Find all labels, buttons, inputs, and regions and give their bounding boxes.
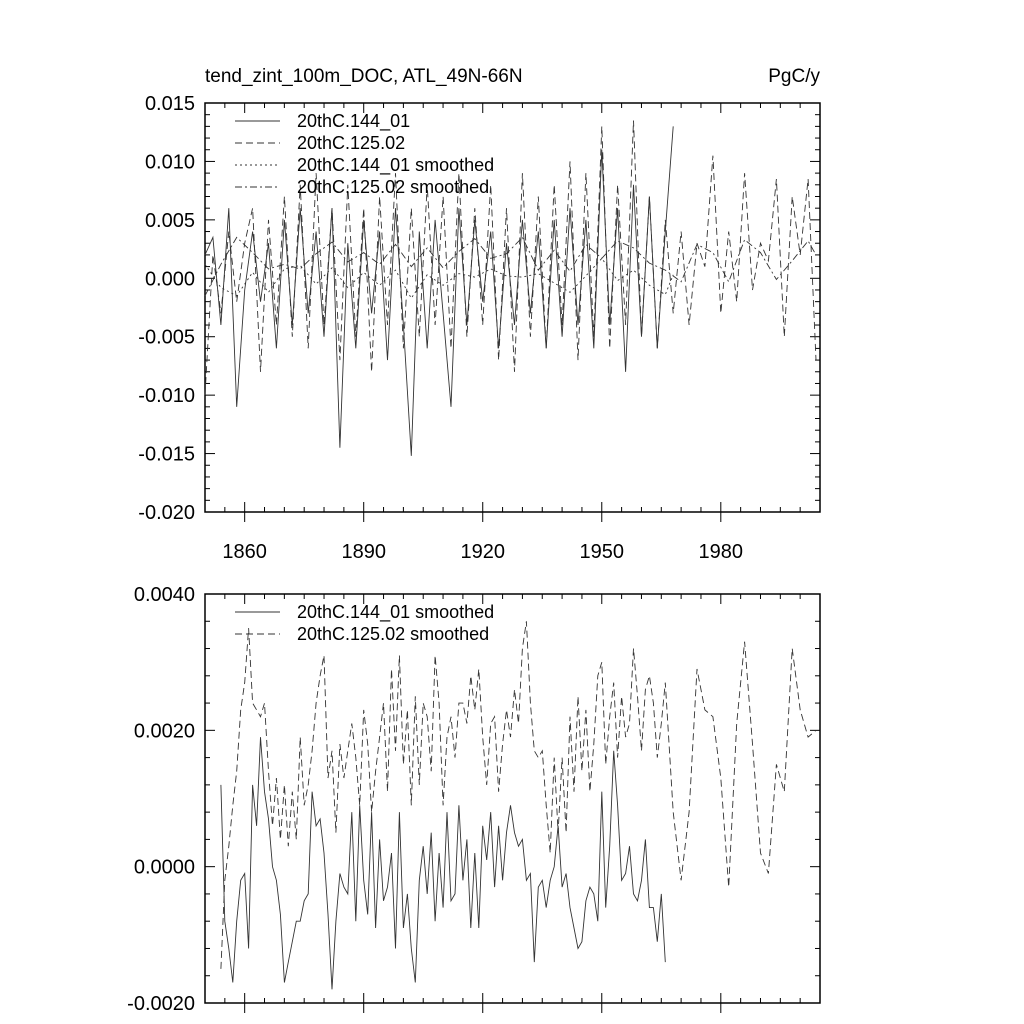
legend-label-3: 20thC.144_01 smoothed: [297, 155, 495, 175]
y-tick-label: -0.010: [138, 385, 195, 408]
series-line-1: [221, 737, 665, 989]
series-line-1: [205, 126, 673, 456]
y-tick-label: -0.0020: [127, 993, 195, 1015]
y-tick-label: 0.015: [144, 93, 195, 115]
top-chart-title: tend_zint_100m_DOC, ATL_49N-66N: [205, 66, 523, 87]
y-tick-label: -0.020: [138, 502, 195, 524]
y-tick-label: 0.0020: [133, 720, 195, 743]
y-tick-label: 0.000: [144, 268, 195, 291]
legend-label-2: 20thC.125.02: [297, 133, 406, 153]
top-panel: [138, 66, 820, 563]
top-chart-units: PgC/y: [768, 66, 820, 87]
x-tick-label: 1980: [698, 541, 744, 563]
y-tick-label: 0.0040: [133, 584, 195, 606]
y-tick-label: 0.005: [144, 209, 195, 232]
x-tick-label: 1890: [341, 541, 386, 563]
top-legend: [235, 111, 494, 197]
legend-label-4: 20thC.125.02 smoothed: [297, 177, 490, 197]
y-tick-label: -0.005: [138, 326, 195, 349]
bottom-x-axis: [205, 594, 820, 1013]
y-tick-label: -0.015: [138, 443, 195, 466]
x-tick-label: 1950: [579, 541, 625, 563]
legend-label-1: 20thC.144_01: [297, 111, 411, 131]
x-tick-label: 1920: [460, 541, 505, 563]
x-tick-label: 1860: [222, 541, 267, 563]
bottom-legend: [235, 602, 494, 644]
bottom-series-group: [221, 621, 816, 989]
legend-label-1: 20thC.144_01 smoothed: [297, 602, 495, 622]
bottom-plot-frame: [205, 594, 820, 1003]
bottom-panel: [127, 584, 820, 1015]
y-tick-label: 0.0000: [133, 856, 195, 879]
legend-label-2: 20thC.125.02 smoothed: [297, 624, 490, 644]
y-tick-label: 0.010: [144, 151, 195, 174]
bottom-y-axis: [127, 584, 820, 1015]
series-line-2: [221, 621, 816, 969]
